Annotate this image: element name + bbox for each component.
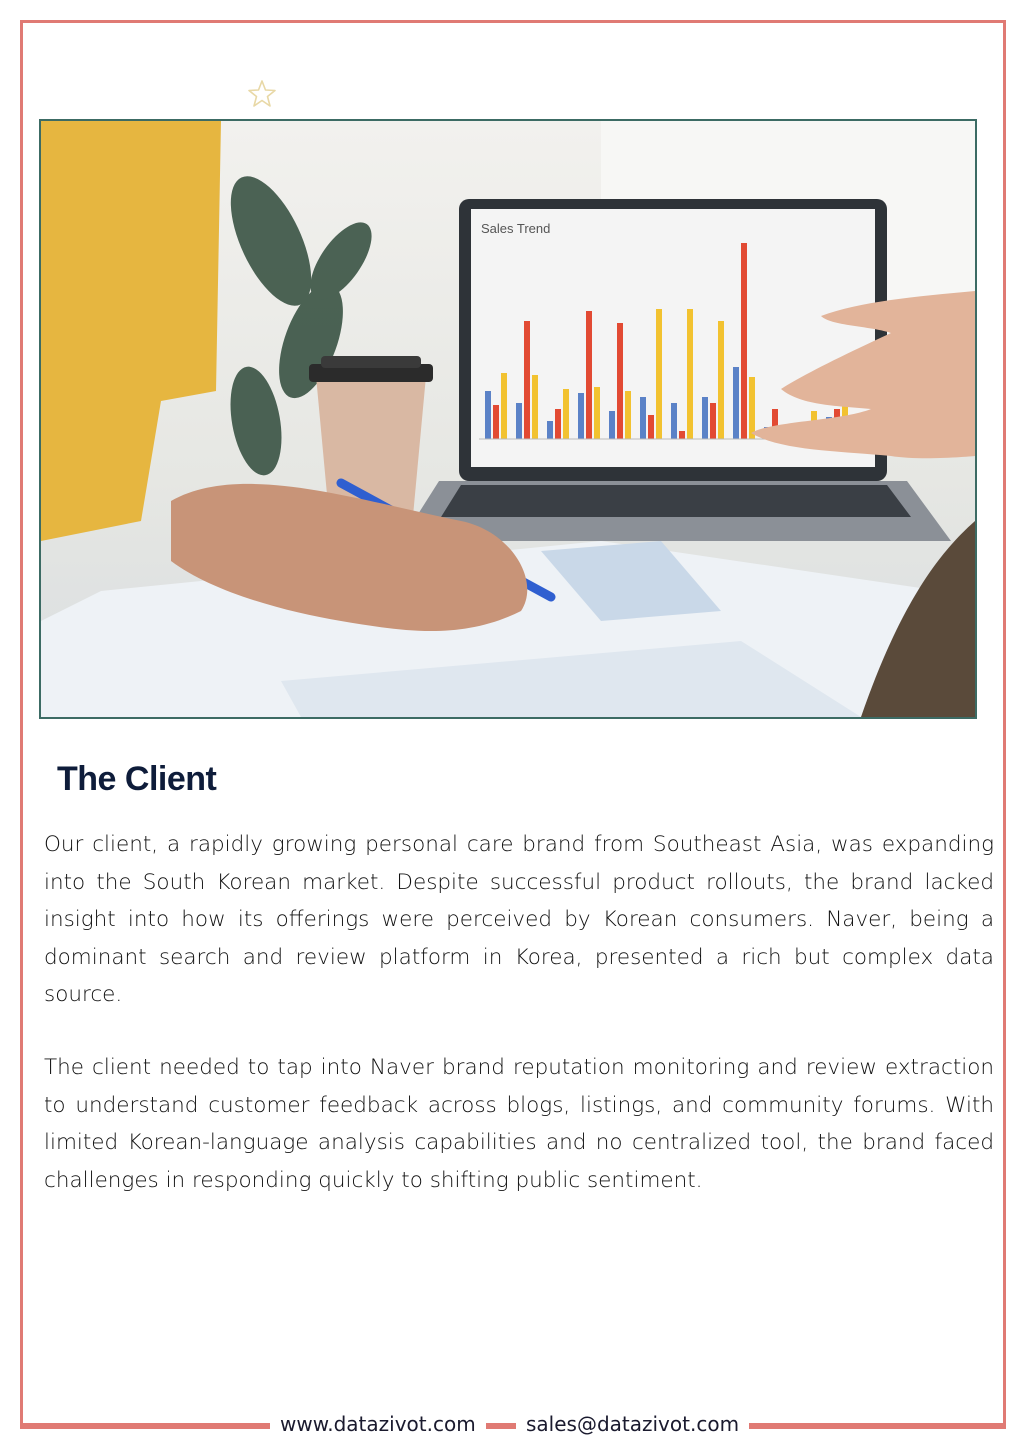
- screen-chart-bar: [702, 397, 708, 439]
- screen-chart-bar: [741, 243, 747, 439]
- screen-chart-bar: [671, 403, 677, 439]
- screen-chart-bar: [524, 321, 530, 439]
- hero-photo: [39, 119, 977, 719]
- screen-chart-bar: [485, 391, 491, 439]
- screen-chart-bar: [493, 405, 499, 439]
- screen-chart-bar: [609, 411, 615, 439]
- screen-chart-bar: [532, 375, 538, 439]
- screen-chart-bar: [710, 403, 716, 439]
- screen-chart-title: Sales Trend: [481, 221, 551, 236]
- screen-chart-bar: [679, 431, 685, 439]
- screen-chart-bar: [733, 367, 739, 439]
- photo-illustration: [41, 121, 975, 717]
- screen-chart-bar: [640, 397, 646, 439]
- screen-chart-bar: [547, 421, 553, 439]
- coffee-cup: [309, 356, 433, 516]
- screen-chart-bar: [501, 373, 507, 439]
- section-heading: The Client: [57, 760, 217, 798]
- screen-chart-bar: [656, 309, 662, 439]
- screen-chart-bar: [718, 321, 724, 439]
- screen-chart-bar: [578, 393, 584, 439]
- screen-chart-bar: [516, 403, 522, 439]
- footer-email[interactable]: sales@datazivot.com: [516, 1412, 749, 1436]
- screen-chart-bar: [625, 391, 631, 439]
- screen-chart-bar: [555, 409, 561, 439]
- screen-chart-bar: [586, 311, 592, 439]
- screen-chart-bar: [648, 415, 654, 439]
- footer: [20, 1410, 1006, 1444]
- footer-website[interactable]: www.datazivot.com: [270, 1412, 486, 1436]
- yellow-sleeve: [41, 121, 221, 541]
- screen-chart-bar: [749, 377, 755, 439]
- footer-line: [20, 1426, 1006, 1429]
- screen-chart-bar: [617, 323, 623, 439]
- paragraph-needs: The client needed to tap into Naver brand reputation monitoring and review extraction to understand customer feedback across blogs, listings, and community forums. With limited Korean-language analysis capabilities and no centralized tool, the brand faced challenges in responding quickly to shifting public sentiment.: [44, 1055, 994, 1193]
- screen-chart-bar: [563, 389, 569, 439]
- paragraph-intro: Our client, a rapidly growing personal care brand from Southeast Asia, was expanding into the South Korean market. Despite successful product rollouts, the brand lacked insight into how its offerings were perceived by Korean consumers. Naver, being a dominant search and review platform in Korea, presented a rich but complex data source.: [44, 832, 994, 1007]
- screen-chart-bar: [594, 387, 600, 439]
- star-icon: [246, 78, 278, 110]
- screen-chart-bar: [687, 309, 693, 439]
